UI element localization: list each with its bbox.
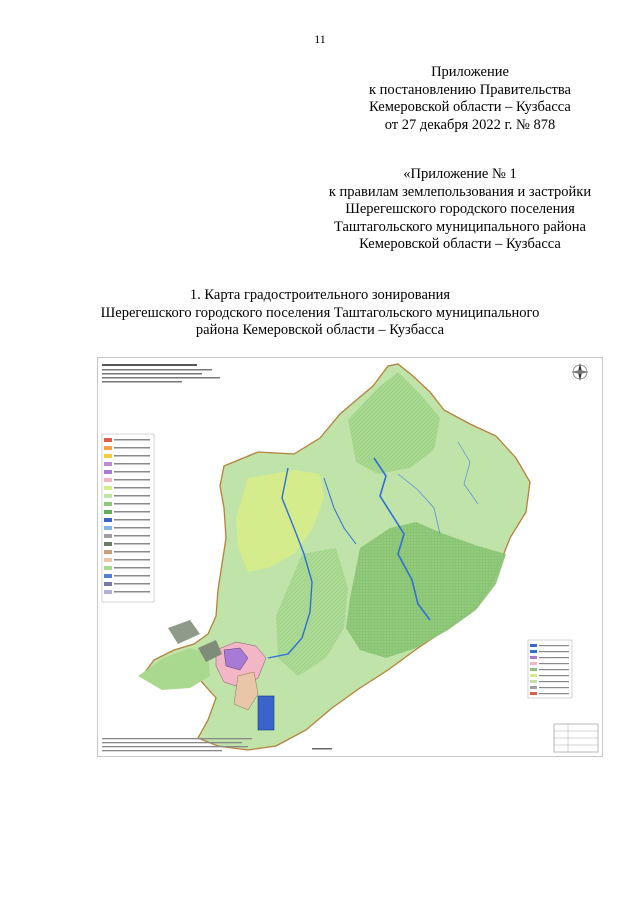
scale-bar [312,748,332,750]
title-block-stamp [554,724,598,752]
page-number: 11 [314,32,326,46]
attachment-line-4: от 27 декабря 2022 г. № 878 [384,116,556,133]
attachment-line-2: к постановлению Правительства [369,81,571,98]
heading-line-2: Шерегешского городского поселения Таштагольского муниципального [100,304,540,321]
attachment-line-3: Кемеровской области – Кузбасса [369,99,571,115]
annex-line-4: Таштагольского муниципального района [334,218,586,235]
zone-southwest [138,648,210,690]
compass-icon [571,363,589,381]
heading-line-3: района Кемеровской области – Кузбасса [195,322,445,338]
zoning-map [97,357,603,757]
map-header-block [102,364,220,383]
attachment-line-1: Приложение [431,64,509,80]
annex-note [300,166,620,254]
legend-right [528,640,572,698]
map-heading [90,287,550,340]
legend-left [102,434,154,602]
annex-line-1: «Приложение № 1 [403,166,517,182]
attachment-note [330,64,610,134]
annex-line-2: к правилам землепользования и застройки [328,183,592,200]
annex-line-5: Кемеровской области – Кузбасса [359,236,561,252]
annex-line-3: Шерегешского городского поселения [345,201,575,217]
heading-line-1: 1. Карта градостроительного зонирования [189,287,451,303]
